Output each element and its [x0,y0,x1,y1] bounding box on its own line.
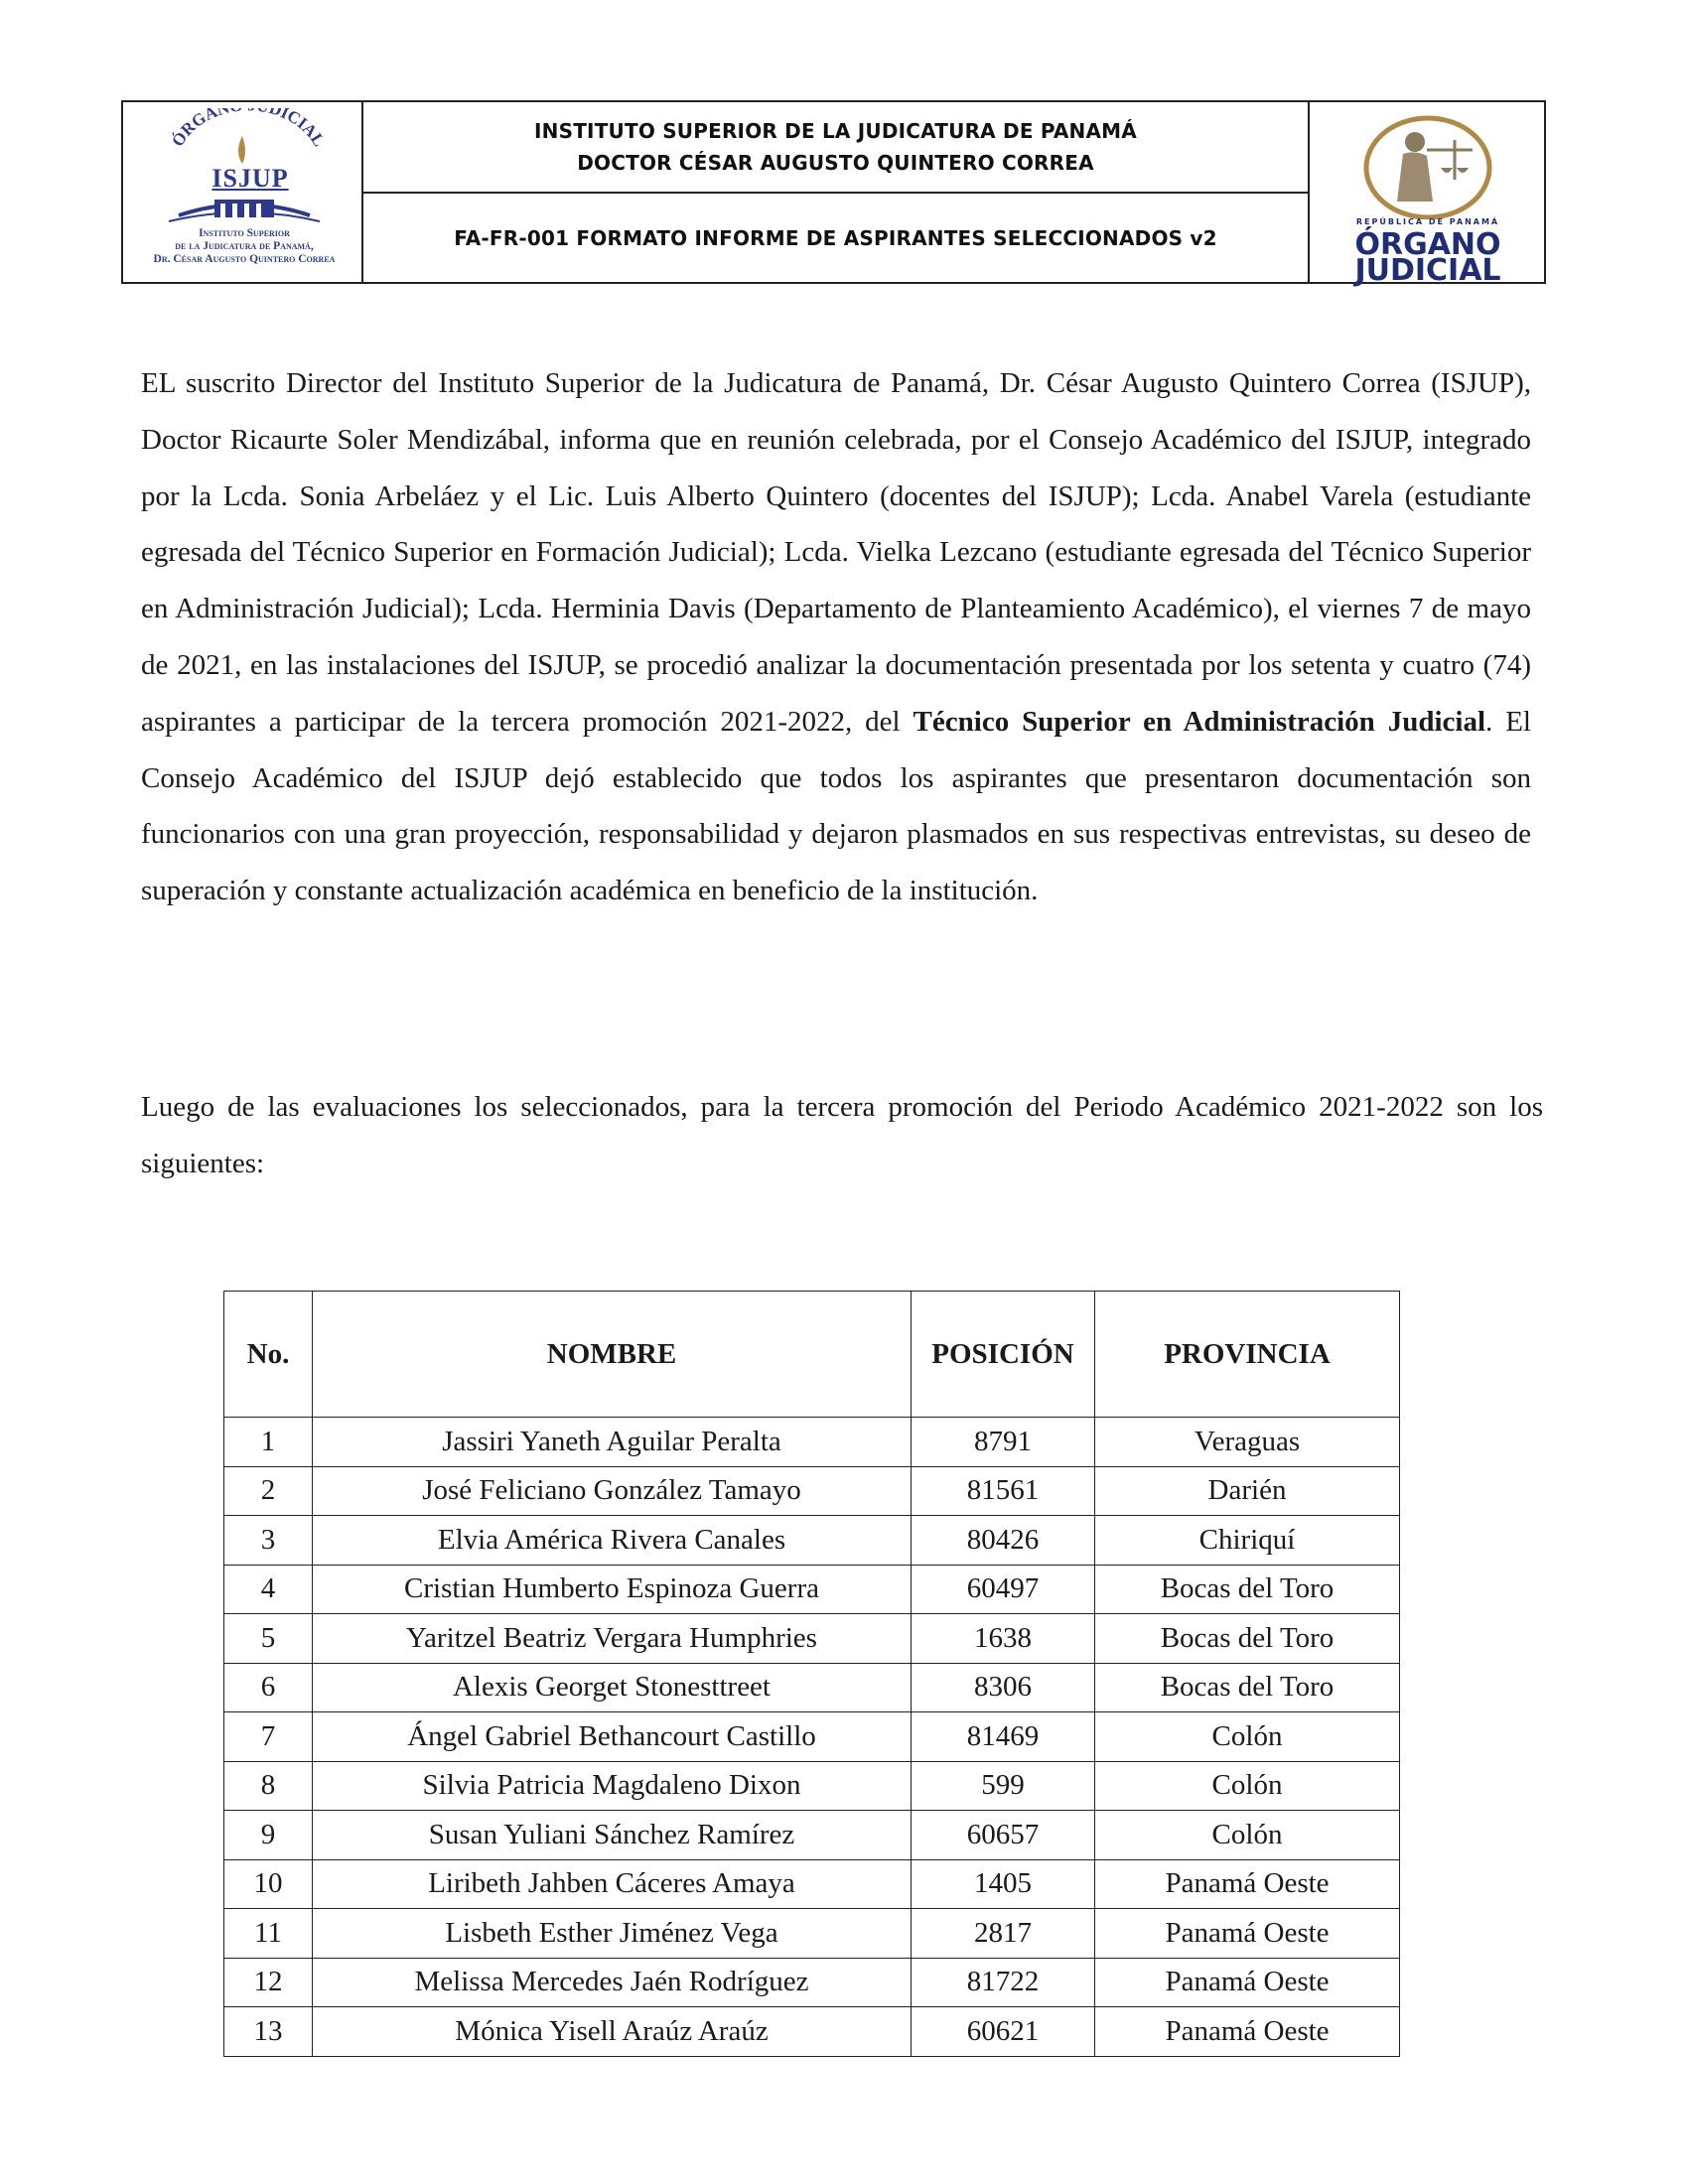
cell-provincia: Panamá Oeste [1095,2007,1400,2057]
cell-provincia: Bocas del Toro [1095,1614,1400,1664]
cell-no: 9 [224,1811,313,1860]
cell-no: 6 [224,1663,313,1712]
cell-nombre: Susan Yuliani Sánchez Ramírez [313,1811,912,1860]
cell-nombre: Elvia América Rivera Canales [313,1516,912,1566]
table-row [224,1712,1400,1762]
table-row [224,1811,1400,1860]
form-code-row [363,194,1308,282]
isjup-logo-cell [123,102,363,282]
cell-posicion: 81469 [912,1712,1095,1762]
table-row [224,1516,1400,1566]
intro-text-part1: EL suscrito Director del Instituto Superior de la Judicatura de Panamá, Dr. César Augusto Quintero Correa (ISJUP), Doctor Ricaurte Soler Mendizábal, informa que en reunión celebrada, por el Consejo Académico del ISJUP, integrado por la Lcda. Sonia Arbeláez y el Lic. Luis Alberto Quintero (docentes del ISJUP); Lcda. Anabel Varela (estudiante egresada del Técnico Superior en Formación Judicial); Lcda. Vielka Lezcano (estudiante egresada del Técnico Superior en Administración Judicial); Lcda. Herminia Davis (Departamento de Planteamiento Académico), el viernes 7 de mayo de 2021, en las instalaciones del ISJUP, se procedió analizar la documentación presentada por los setenta y cuatro (74) aspirantes a participar de la tercera promoción 2021-2022, del [141,367,1531,738]
svg-text:ÓRGANO JUDICIAL [168,108,329,150]
cell-no: 7 [224,1712,313,1762]
cell-no: 2 [224,1466,313,1516]
table-row [224,1859,1400,1909]
institute-line-1: INSTITUTO SUPERIOR DE LA JUDICATURA DE PANAMÁ [534,119,1137,143]
cell-no: 11 [224,1909,313,1959]
isjup-sub-line2: de la Judicatura de Panamá, [175,240,314,252]
cell-no: 4 [224,1565,313,1614]
column-header-no: No. [224,1292,313,1418]
cell-posicion: 60621 [912,2007,1095,2057]
cell-nombre: Jassiri Yaneth Aguilar Peralta [313,1418,912,1467]
cell-no: 8 [224,1761,313,1811]
oj-line-1: ÓRGANO [1354,227,1501,262]
cell-provincia: Darién [1095,1466,1400,1516]
cell-posicion: 599 [912,1761,1095,1811]
organo-judicial-logo [1324,110,1532,288]
cell-posicion: 60497 [912,1565,1095,1614]
cell-no: 1 [224,1418,313,1467]
isjup-sub-line1: Instituto Superior [199,227,290,239]
cell-nombre: Ángel Gabriel Bethancourt Castillo [313,1712,912,1762]
column-header-provincia: PROVINCIA [1095,1292,1400,1418]
institute-name [363,102,1308,194]
cell-posicion: 60657 [912,1811,1095,1860]
column-header-posicion: POSICIÓN [912,1292,1095,1418]
table-row [224,1466,1400,1516]
table-row [224,2007,1400,2057]
cell-posicion: 1638 [912,1614,1095,1664]
isjup-logo [139,108,350,279]
table-row [224,1909,1400,1959]
table-row [224,1565,1400,1614]
selected-candidates-table [223,1291,1400,2057]
table-row [224,1418,1400,1467]
isjup-acronym: ISJUP [211,164,289,193]
intro-paragraph [141,355,1531,919]
cell-provincia: Colón [1095,1712,1400,1762]
cell-posicion: 2817 [912,1909,1095,1959]
table-row [224,1761,1400,1811]
cell-posicion: 1405 [912,1859,1095,1909]
cell-provincia: Veraguas [1095,1418,1400,1467]
cell-no: 3 [224,1516,313,1566]
table-header-row [224,1292,1400,1418]
intro-text-part2: . El Consejo Académico del ISJUP dejó establecido que todos los aspirantes que presentaron documentación son funcionarios con una gran proyección, responsabilidad y dejaron plasmados en sus respectivas entrevistas, su deseo de superación y constante actualización académica en beneficio de la institución. [141,705,1531,907]
cell-nombre: Mónica Yisell Araúz Araúz [313,2007,912,2057]
column-header-nombre: NOMBRE [313,1292,912,1418]
cell-posicion: 81561 [912,1466,1095,1516]
cell-provincia: Bocas del Toro [1095,1565,1400,1614]
cell-provincia: Panamá Oeste [1095,1909,1400,1959]
cell-nombre: Yaritzel Beatriz Vergara Humphries [313,1614,912,1664]
cell-nombre: Alexis Georget Stonesttreet [313,1663,912,1712]
cell-nombre: Silvia Patricia Magdaleno Dixon [313,1761,912,1811]
institute-line-2: DOCTOR CÉSAR AUGUSTO QUINTERO CORREA [577,151,1094,175]
document-header [121,100,1546,288]
cell-provincia: Panamá Oeste [1095,1958,1400,2007]
oj-republic-text: REPÚBLICA DE PANAMÁ [1355,217,1500,226]
cell-provincia: Colón [1095,1811,1400,1860]
isjup-subtitle [139,227,350,266]
cell-nombre: José Feliciano González Tamayo [313,1466,912,1516]
cell-no: 12 [224,1958,313,2007]
program-name: Técnico Superior en Administración Judicial [913,705,1486,738]
cell-posicion: 80426 [912,1516,1095,1566]
cell-nombre: Cristian Humberto Espinoza Guerra [313,1565,912,1614]
cell-nombre: Melissa Mercedes Jaén Rodríguez [313,1958,912,2007]
cell-posicion: 8791 [912,1418,1095,1467]
table-row [224,1614,1400,1664]
oj-line-2: JUDICIAL [1354,253,1501,288]
isjup-sub-line3: Dr. César Augusto Quintero Correa [153,253,336,265]
logo-arc-text: ÓRGAN DICIAL [168,108,329,150]
cell-provincia: Colón [1095,1761,1400,1811]
form-code: FA-FR-001 FORMATO INFORME DE ASPIRANTES SELECCIONADOS v2 [454,225,1217,250]
cell-nombre: Lisbeth Esther Jiménez Vega [313,1909,912,1959]
cell-provincia: Chiriquí [1095,1516,1400,1566]
cell-provincia: Panamá Oeste [1095,1859,1400,1909]
cell-no: 10 [224,1859,313,1909]
cell-posicion: 81722 [912,1958,1095,2007]
cell-no: 5 [224,1614,313,1664]
cell-nombre: Liribeth Jahben Cáceres Amaya [313,1859,912,1909]
table-row [224,1663,1400,1712]
cell-no: 13 [224,2007,313,2057]
header-title-cell [363,102,1308,282]
cell-posicion: 8306 [912,1663,1095,1712]
organo-judicial-logo-cell [1308,102,1544,288]
selection-paragraph: Luego de las evaluaciones los seleccionados, para la tercera promoción del Periodo Académico 2021-2022 son los siguientes: [141,1091,1543,1179]
table-row [224,1958,1400,2007]
justice-emblem-icon [1324,110,1532,219]
cell-provincia: Bocas del Toro [1095,1663,1400,1712]
